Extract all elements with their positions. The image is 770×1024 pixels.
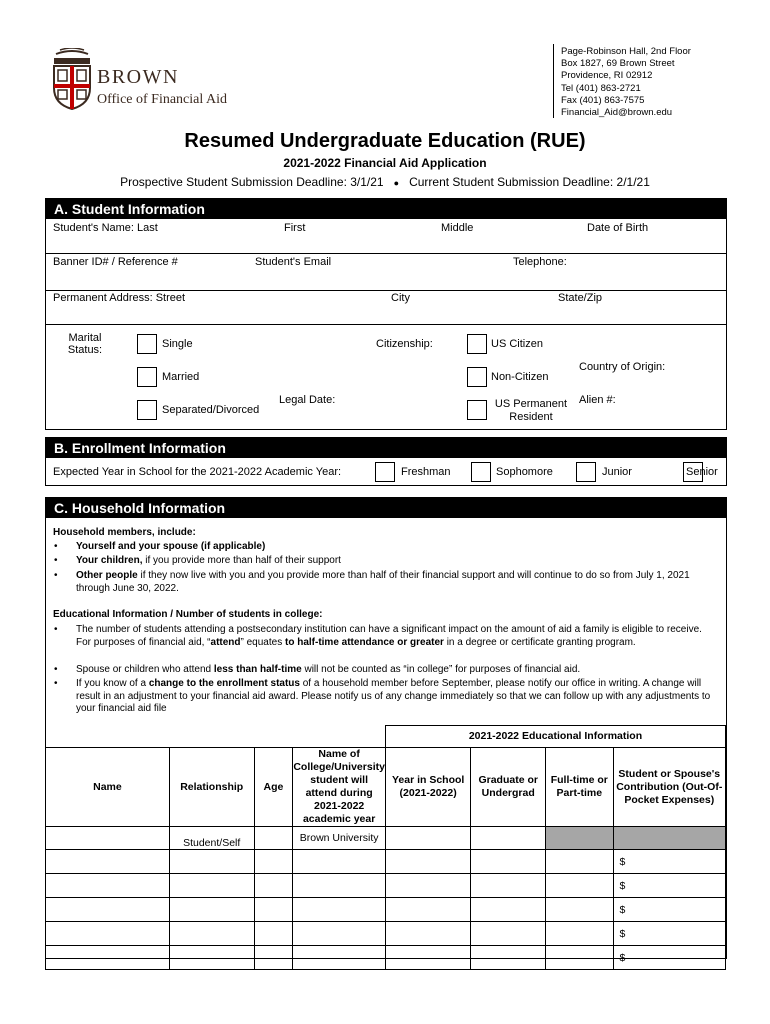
us-citizen-label: US Citizen <box>491 338 543 350</box>
page-subtitle: 2021-2022 Financial Aid Application <box>283 156 487 170</box>
grad-cell[interactable] <box>471 922 546 946</box>
member-item-bold: Your children, <box>76 555 143 566</box>
grad-cell[interactable] <box>471 827 546 850</box>
relationship-cell[interactable] <box>169 946 254 970</box>
edu-text: in a degree or certificate granting program. <box>443 636 636 648</box>
banner-id-field[interactable]: Banner ID# / Reference # <box>53 256 178 268</box>
college-cell[interactable] <box>293 874 386 898</box>
member-item-bold: Yourself and your spouse (if applicable) <box>76 541 266 552</box>
non-citizen-label: Non-Citizen <box>491 371 549 383</box>
office-name: Office of Financial Aid <box>97 92 227 107</box>
grad-cell[interactable] <box>471 850 546 874</box>
age-cell[interactable] <box>254 922 293 946</box>
year-cell[interactable] <box>385 874 470 898</box>
section-enrollment-information <box>45 437 727 486</box>
divider <box>46 324 726 325</box>
middle-name-field[interactable]: Middle <box>441 222 474 234</box>
contact-block <box>561 46 691 119</box>
contribution-cell[interactable]: $ <box>613 898 725 922</box>
contact-email: Financial_Aid@brown.edu <box>561 107 673 119</box>
edu-item <box>76 664 716 677</box>
college-cell[interactable] <box>293 922 386 946</box>
prospective-deadline: Prospective Student Submission Deadline: 3/1/21 <box>120 175 384 189</box>
last-name-field[interactable]: Student's Name: Last <box>53 222 158 234</box>
name-cell[interactable] <box>46 874 170 898</box>
divider <box>46 290 726 291</box>
year-cell[interactable] <box>385 946 470 970</box>
fulltime-cell-disabled <box>546 827 613 850</box>
name-cell[interactable] <box>46 946 170 970</box>
table-row <box>46 850 726 874</box>
us-citizen-checkbox[interactable] <box>467 334 487 354</box>
junior-checkbox[interactable] <box>576 462 596 482</box>
section-a-heading: A. Student Information <box>46 199 726 219</box>
col-grad-header: Graduate or Undergrad <box>471 748 546 827</box>
age-cell[interactable] <box>254 898 293 922</box>
name-cell[interactable] <box>46 827 170 850</box>
sophomore-checkbox[interactable] <box>471 462 491 482</box>
table-blank-header <box>46 726 386 748</box>
senior-label: Senior <box>686 466 718 478</box>
bullet: • <box>54 570 58 581</box>
edu-text: of a household member before September, please notify our office in writing. A change will result in an adjustment to your financial aid award. Please notify us of any change immediately so that we can follow up with any adjustments to your financial aid file <box>76 678 711 715</box>
non-citizen-checkbox[interactable] <box>467 367 487 387</box>
legal-date-field[interactable]: Legal Date: <box>279 394 336 406</box>
contact-line: Providence, RI 02912 <box>561 70 653 82</box>
col-age-header: Age <box>254 748 293 827</box>
contact-line: Tel (401) 863-2721 <box>561 82 641 94</box>
relationship-cell[interactable] <box>169 898 254 922</box>
relationship-cell[interactable] <box>169 874 254 898</box>
table-row <box>46 946 726 970</box>
fulltime-cell[interactable] <box>546 850 613 874</box>
edu-bold: to half-time attendance or greater <box>285 636 444 648</box>
member-item-bold: Other people <box>76 570 138 581</box>
member-item <box>76 570 716 595</box>
col-name-header: Name <box>46 748 170 827</box>
edu-text: The number of students attending a postsecondary institution can have a significant impact on the amount of aid a family is eligible to receive. For purposes of financial aid, “ <box>76 624 702 648</box>
household-table <box>45 725 726 970</box>
member-item <box>76 541 716 554</box>
name-cell[interactable] <box>46 898 170 922</box>
year-cell[interactable] <box>385 850 470 874</box>
bullet: • <box>54 624 58 635</box>
divider <box>46 253 726 254</box>
permanent-resident-checkbox[interactable] <box>467 400 487 420</box>
contribution-cell-disabled <box>613 827 725 850</box>
bullet: • <box>54 678 58 689</box>
table-row <box>46 827 726 850</box>
bullet: • <box>54 541 58 552</box>
college-cell[interactable] <box>293 898 386 922</box>
country-of-origin-field[interactable]: Country of Origin: <box>579 361 666 373</box>
first-name-field[interactable]: First <box>284 222 306 234</box>
age-cell[interactable] <box>254 946 293 970</box>
member-item-text: if you provide more than half of their support <box>142 555 341 566</box>
junior-label: Junior <box>602 466 632 478</box>
fulltime-cell[interactable] <box>546 922 613 946</box>
col-relationship-header: Relationship <box>169 748 254 827</box>
edu-text: If you know of a <box>76 678 149 689</box>
fulltime-cell[interactable] <box>546 874 613 898</box>
current-deadline: Current Student Submission Deadline: 2/1/21 <box>409 175 650 189</box>
citizenship-label: Citizenship: <box>376 338 433 350</box>
edu-text: Spouse or children who attend <box>76 664 214 675</box>
separated-checkbox[interactable] <box>137 400 157 420</box>
contact-line: Box 1827, 69 Brown Street <box>561 58 675 70</box>
page-title: Resumed Undergraduate Education (RUE) <box>184 130 586 152</box>
brown-shield-logo <box>52 48 92 110</box>
relationship-cell: Student/Self <box>169 827 254 850</box>
college-cell: Brown University <box>293 827 386 850</box>
section-b-heading: B. Enrollment Information <box>46 438 726 458</box>
age-cell[interactable] <box>254 874 293 898</box>
year-cell[interactable] <box>385 827 470 850</box>
relationship-cell[interactable] <box>169 850 254 874</box>
college-cell[interactable] <box>293 850 386 874</box>
contact-line: Page-Robinson Hall, 2nd Floor <box>561 46 691 57</box>
dob-field[interactable]: Date of Birth <box>587 222 649 234</box>
alien-number-field[interactable]: Alien #: <box>579 394 616 406</box>
contact-line: Fax (401) 863-7575 <box>561 94 645 106</box>
fulltime-cell[interactable] <box>546 946 613 970</box>
expected-year-label: Expected Year in School for the 2021-2022 Academic Year: <box>53 466 342 478</box>
married-checkbox[interactable] <box>137 367 157 387</box>
bullet: • <box>54 664 58 675</box>
college-cell[interactable] <box>293 946 386 970</box>
name-cell[interactable] <box>46 922 170 946</box>
single-label: Single <box>162 338 193 350</box>
header-divider <box>553 44 554 118</box>
age-cell[interactable] <box>254 827 293 850</box>
edu-text: ” equates <box>240 636 285 648</box>
bullet: • <box>54 555 58 566</box>
email-field[interactable]: Student's Email <box>255 256 332 268</box>
member-item <box>76 555 716 568</box>
col-contribution-header: Student or Spouse's Contribution (Out-Of-Pocket Expenses) <box>613 748 725 827</box>
section-c-heading: C. Household Information <box>46 498 726 518</box>
street-field[interactable]: Permanent Address: Street <box>53 292 186 304</box>
contribution-cell[interactable]: $ <box>613 874 725 898</box>
edu-heading: Educational Information / Number of students in college: <box>53 609 323 620</box>
city-field[interactable]: City <box>391 292 410 304</box>
fulltime-cell[interactable] <box>546 898 613 922</box>
table-row <box>46 874 726 898</box>
freshman-label: Freshman <box>401 466 451 478</box>
brand-name: BROWN <box>97 66 179 88</box>
state-zip-field[interactable]: State/Zip <box>558 292 603 304</box>
table-row <box>46 898 726 922</box>
name-cell[interactable] <box>46 850 170 874</box>
sophomore-label: Sophomore <box>496 466 553 478</box>
deadline-line <box>0 175 770 189</box>
freshman-checkbox[interactable] <box>375 462 395 482</box>
separated-label: Separated/Divorced <box>162 404 260 416</box>
col-fulltime-header: Full-time or Part-time <box>546 748 613 827</box>
single-checkbox[interactable] <box>137 334 157 354</box>
year-cell[interactable] <box>385 922 470 946</box>
section-household-information <box>45 497 727 964</box>
member-item-text: if they now live with you and you provide more than half of their financial support and will continue to do so from July 1, 2021 through June 30, 2022. <box>76 570 690 594</box>
contribution-cell[interactable]: $ <box>613 922 725 946</box>
grad-cell[interactable] <box>471 874 546 898</box>
col-year-header: Year in School (2021-2022) <box>385 748 470 827</box>
married-label: Married <box>162 371 200 383</box>
relationship-cell[interactable] <box>169 922 254 946</box>
contribution-cell[interactable]: $ <box>613 946 725 970</box>
edu-bold: less than half-time <box>213 664 302 675</box>
section-student-information <box>45 198 727 430</box>
contribution-cell[interactable]: $ <box>613 850 725 874</box>
grad-cell[interactable] <box>471 946 546 970</box>
marital-status-label: Marital Status: <box>67 332 103 356</box>
year-cell[interactable] <box>385 898 470 922</box>
edu-item <box>76 624 716 649</box>
edu-bold: change to the enrollment status <box>148 678 300 689</box>
permanent-resident-label: US Permanent Resident <box>494 398 568 423</box>
members-heading: Household members, include: <box>53 527 196 538</box>
edu-text: will not be counted as “in college” for purposes of financial aid. <box>301 664 581 675</box>
table-row <box>46 922 726 946</box>
telephone-field[interactable]: Telephone: <box>513 256 567 268</box>
grad-cell[interactable] <box>471 898 546 922</box>
bullet-separator: ● <box>393 178 400 188</box>
table-group-header: 2021-2022 Educational Information <box>385 726 725 748</box>
col-college-header: Name of College/University student will attend during 2021-2022 academic year <box>293 748 385 825</box>
age-cell[interactable] <box>254 850 293 874</box>
edu-bold: attend <box>210 636 241 648</box>
edu-item <box>76 678 716 716</box>
